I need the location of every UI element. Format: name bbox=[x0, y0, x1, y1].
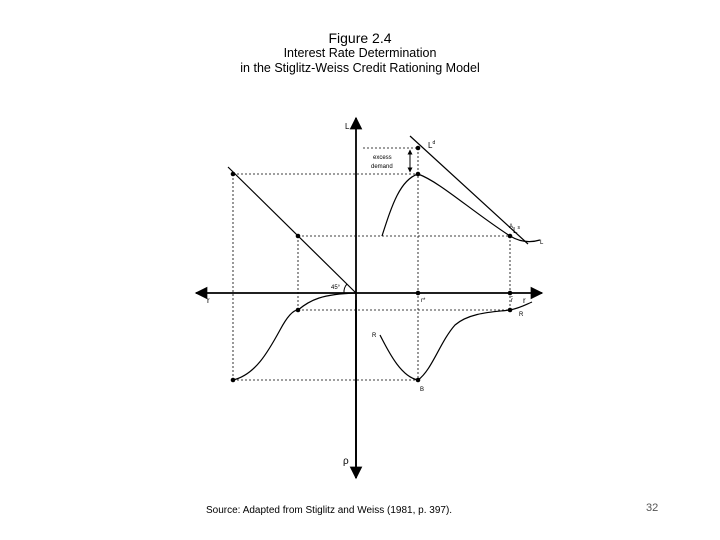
excess-demand-label-2: demand bbox=[371, 164, 393, 170]
point-peak bbox=[416, 172, 421, 177]
point-a bbox=[508, 234, 513, 239]
supply-curve-label: $L^s$ bbox=[513, 225, 520, 235]
lower-left-curve bbox=[233, 293, 356, 380]
point-top-left bbox=[231, 172, 236, 177]
curve-r-upper-label: R bbox=[372, 333, 377, 339]
excess-demand-label-1: excess bbox=[373, 155, 392, 161]
left-axis-label: r bbox=[207, 296, 210, 305]
guide-lines bbox=[233, 148, 510, 380]
point-lower-mid-left bbox=[296, 308, 301, 313]
points bbox=[231, 146, 513, 383]
bank-return-curve bbox=[380, 302, 532, 380]
source-note: Source: Adapted from Stiglitz and Weiss (1981, p. 397). bbox=[206, 505, 453, 516]
45-degree-angle-arc bbox=[344, 284, 347, 293]
curve-r-lower-label: R bbox=[519, 312, 524, 318]
curve-l-label: L bbox=[540, 240, 544, 246]
slide-number: 32 bbox=[646, 502, 659, 514]
point-b-label: B bbox=[420, 387, 425, 393]
figure-title: Figure 2.4 bbox=[328, 30, 392, 46]
45-degree-line bbox=[228, 167, 356, 293]
point-demand-top bbox=[416, 146, 421, 151]
point-bottom-left bbox=[231, 378, 236, 383]
point-mid-left bbox=[296, 234, 301, 239]
angle-label: 45° bbox=[331, 285, 341, 291]
r-star-label: r* bbox=[421, 298, 426, 304]
point-r-lower bbox=[508, 308, 513, 313]
point-b bbox=[416, 378, 421, 383]
top-axis-label: L bbox=[345, 122, 350, 131]
point-r-hat bbox=[416, 291, 421, 296]
point-a-label: A bbox=[509, 224, 514, 230]
right-axis-label: r bbox=[523, 296, 526, 305]
figure-subtitle-1: Interest Rate Determination bbox=[283, 46, 437, 60]
demand-curve-label: $L^d$ bbox=[428, 140, 436, 150]
figure-subtitle-2: in the Stiglitz-Weiss Credit Rationing Model bbox=[240, 61, 480, 75]
bottom-axis-label: ρ bbox=[343, 456, 349, 467]
r-hat-label: r̂ bbox=[511, 298, 513, 304]
point-r-star bbox=[508, 291, 513, 296]
